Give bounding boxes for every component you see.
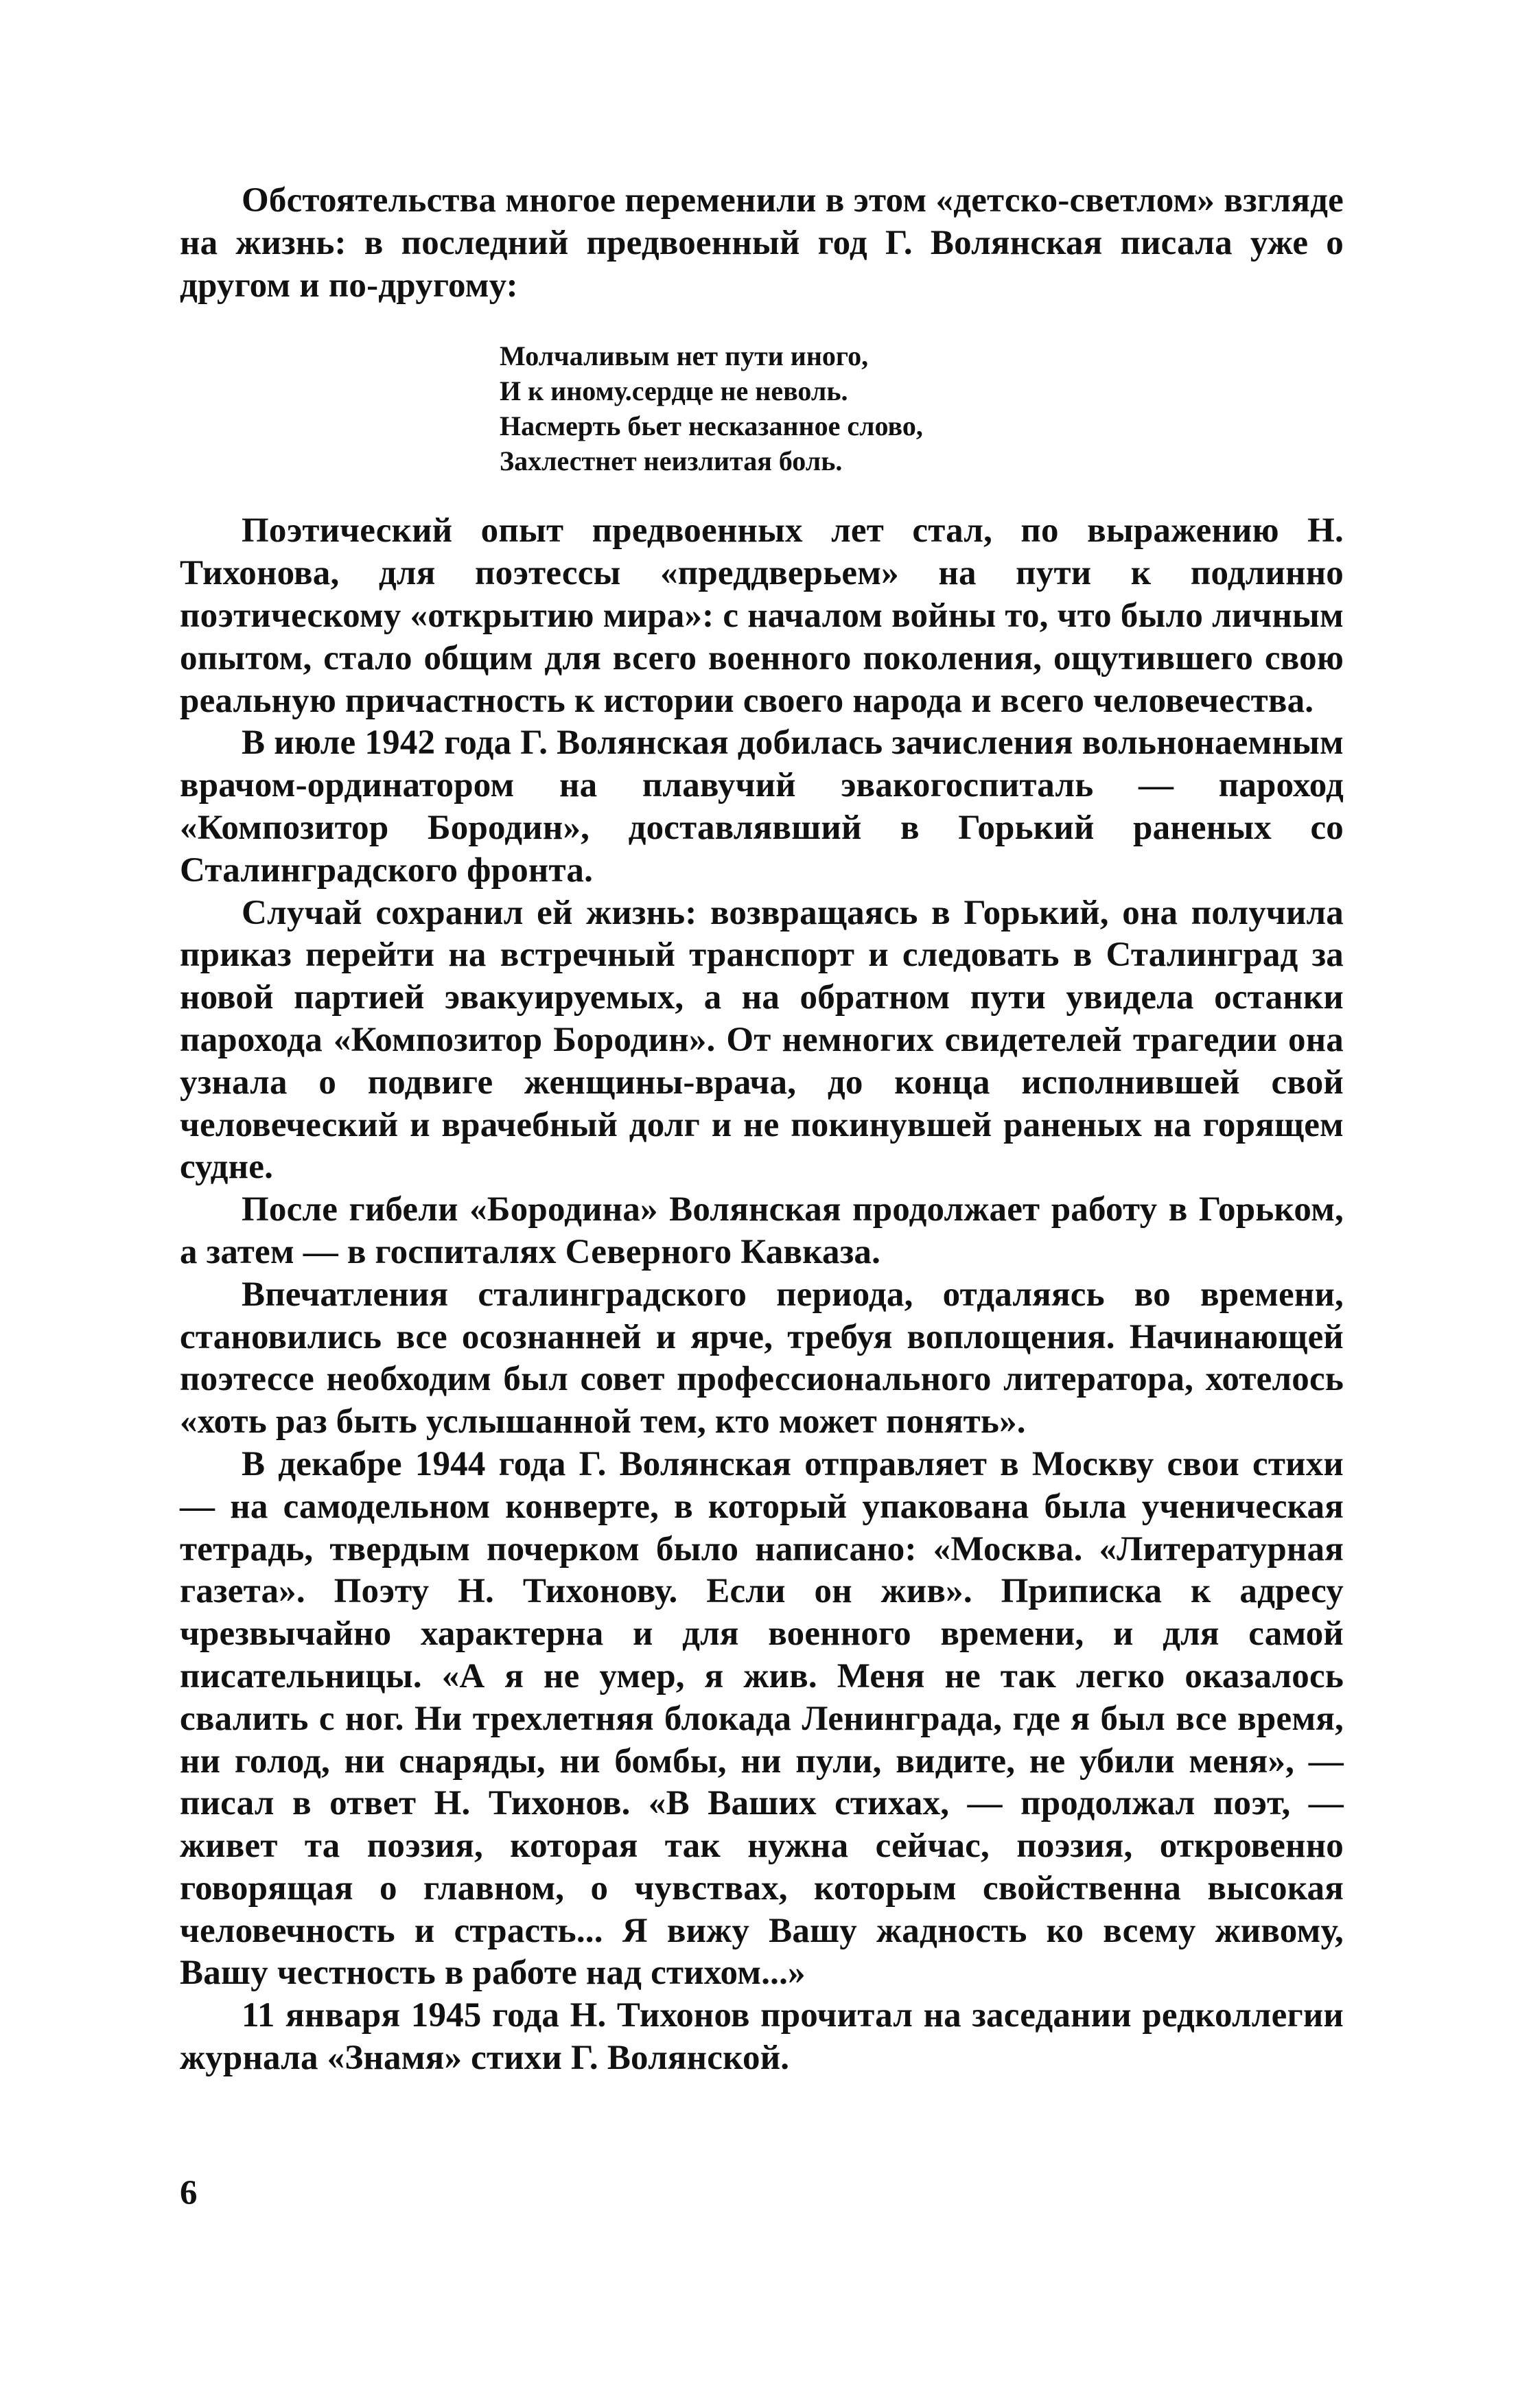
poem-line: Насмерть бьет несказанное слово, <box>500 410 923 442</box>
paragraph-chance: Случай сохранил ей жизнь: возвращаясь в Горький, она получила приказ перейти на встречный транспорт и следовать в Сталинград за новой партией эвакуируемых, а на обратном пути увидела останки парохода «Композитор Бородин». От немногих свидетелей трагедии она узнала о подвиге женщины-врача, до конца исполнившей свой человеческий и врачебный долг и не покинувшей раненых на горящем судне. <box>180 893 1344 1187</box>
paragraph-intro: Обстоятельства многое переменили в этом «детско-светлом» взгляде на жизнь: в последний предвоенный год Г. Волянская писала уже о другом и по-другому: <box>180 181 1344 305</box>
poem-line: Молчаливым нет пути иного, <box>500 340 869 372</box>
poem-quote <box>500 338 1344 478</box>
paragraph-poetic-experience: Поэтический опыт предвоенных лет стал, по выражению Н. Тихонова, для поэтессы «преддверьем» на пути к подлинно поэтическому «открытию мира»: с началом войны то, что было личным опытом, стало общим для всего военного поколения, ощутившего свою реальную причастность к истории своего народа и всего человечества. <box>180 511 1344 720</box>
paragraph-july-1942: В июле 1942 года Г. Волянская добилась зачисления вольнонаемным врачом-ординатором на плавучий эвакогоспиталь — пароход «Композитор Бородин», доставлявший в Горький раненых со Сталинградского фронта. <box>180 723 1344 890</box>
page-number: 6 <box>180 2174 198 2212</box>
paragraph-after-borodin: После гибели «Бородина» Волянская продолжает работу в Горьком, а затем — в госпиталях Северного Кавказа. <box>180 1190 1344 1271</box>
page-body <box>180 180 1344 2080</box>
poem-line: И к иному.сердце не неволь. <box>500 375 848 407</box>
paragraph-january-1945: 11 января 1945 года Н. Тихонов прочитал на заседании редколлегии журнала «Знамя» стихи Г. Волянской. <box>180 1996 1344 2078</box>
paragraph-december-1944: В декабре 1944 года Г. Волянская отправляет в Москву свои стихи — на самодельном конверте, в который упакована была ученическая тетрадь, твердым почерком было написано: «Москва. «Литературная газета». Поэту Н. Тихонову. Если он жив». Приписка к адресу чрезвычайно характерна и для военного времени, и для самой писательницы. «А я не умер, я жив. Меня не так легко оказалось свалить с ног. Ни трехлетняя блокада Ленинграда, где я был все время, ни голод, ни снаряды, ни бомбы, ни пули, видите, не убили меня», — писал в ответ Н. Тихонов. «В Ваших стихах, — продолжал поэт, — живет та поэзия, которая так нужна сейчас, поэзия, откровенно говорящая о главном, о чувствах, которым свойственна высокая человечность и страсть... Я вижу Вашу жадность ко всему живому, Вашу честность в работе над стихом...» <box>180 1444 1344 1993</box>
poem-line: Захлестнет неизлитая боль. <box>500 445 843 477</box>
paragraph-impressions: Впечатления сталинградского периода, отдаляясь во времени, становились все осознанней и ярче, требуя воплощения. Начинающей поэтессе необходим был совет профессионального литератора, хотелось «хоть раз быть услышанной тем, кто может понять». <box>180 1275 1344 1442</box>
